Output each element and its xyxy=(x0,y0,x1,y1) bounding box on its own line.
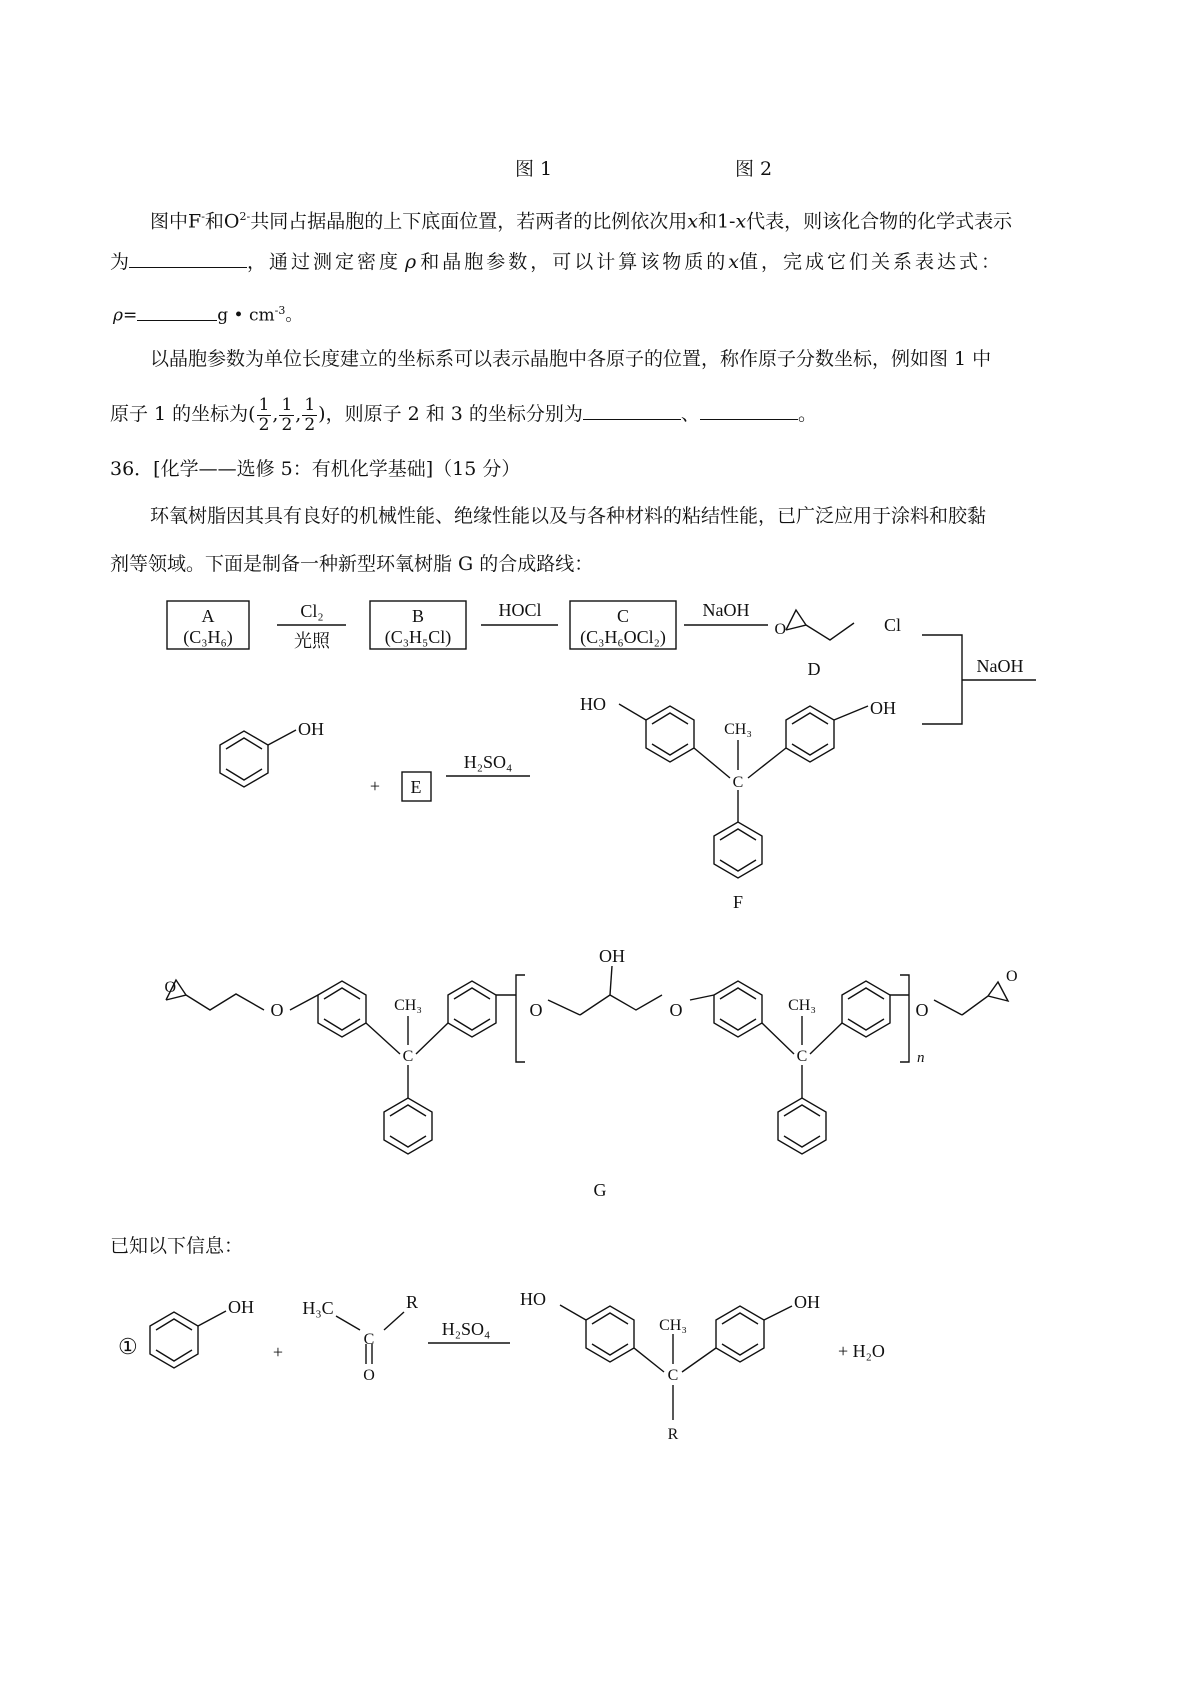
answer-blank-atom2[interactable] xyxy=(583,400,681,420)
f-c-label: C xyxy=(732,774,744,791)
g-ether-o-3: O xyxy=(669,1000,683,1020)
known-plus: + xyxy=(272,1342,284,1362)
fraction-one-half: $\frac{1}{2}$ xyxy=(281,394,293,435)
chloro-label: Cl xyxy=(884,615,902,635)
phenol-oh-label: OH xyxy=(298,719,324,739)
fraction-one-half: $\frac{1}{2}$ xyxy=(304,394,316,435)
g-c-2: C xyxy=(796,1048,808,1065)
compound-b-formula: (C₃H₅Cl) xyxy=(384,627,452,647)
known-product-ho: HO xyxy=(520,1289,546,1309)
known-h3c: H₃C xyxy=(302,1298,334,1318)
compound-d-label: D xyxy=(807,659,821,679)
epoxide-o-label: O xyxy=(774,621,786,638)
paragraph-coordinates-line2: 原子 1 的坐标为( $\frac{1}{2}$ , $\frac{1}{2}$ , $\frac{1}{2}$ )，则原子 2 和 3 的坐标分别为 、 。 xyxy=(110,394,817,435)
paragraph-epoxy-intro-line2: 剂等领域。下面是制备一种新型环氧树脂 G 的合成路线： xyxy=(110,553,594,575)
f-oh-label: OH xyxy=(870,698,896,718)
paragraph-epoxy-intro: 环氧树脂因其具有良好的机械性能、绝缘性能以及与各种材料的粘结性能，已广泛应用于涂料和胶黏 xyxy=(150,505,987,527)
compound-c-formula: (C₃H₆OCl₂) xyxy=(580,627,666,647)
answer-blank-formula[interactable] xyxy=(129,248,247,268)
f-ho-label: HO xyxy=(580,694,606,714)
question-36-title: 36．[化学——选修 5：有机化学基础]（15 分） xyxy=(110,458,521,480)
known-carbonyl-o: O xyxy=(363,1367,375,1384)
g-ether-o-2: O xyxy=(529,1000,543,1020)
answer-blank-atom3[interactable] xyxy=(700,400,798,420)
reaction-number: ① xyxy=(118,1334,138,1359)
reagent-naoh-2: NaOH xyxy=(976,656,1024,676)
figure-1-caption: 图 1 xyxy=(515,158,553,180)
g-oh-label: OH xyxy=(599,946,625,966)
g-c-1: C xyxy=(402,1048,414,1065)
compound-c-label: C xyxy=(616,606,630,626)
known-product-ch3: CH₃ xyxy=(659,1317,687,1334)
condition-light: 光照 xyxy=(294,631,330,651)
plus-sign: + xyxy=(369,776,381,796)
known-reaction-diagram xyxy=(0,1280,1200,1460)
known-r-ketone: R xyxy=(406,1292,419,1312)
paragraph-coordinates: 以晶胞参数为单位长度建立的坐标系可以表示晶胞中各原子的位置，称作原子分数坐标，例如图 1 中 xyxy=(150,348,992,370)
g-ch3-2: CH₃ xyxy=(788,997,816,1014)
reagent-hocl: HOCl xyxy=(498,600,542,620)
g-ether-o-4: O xyxy=(915,1000,929,1020)
known-h2so4: H₂SO₄ xyxy=(441,1319,491,1339)
known-product-oh: OH xyxy=(794,1292,820,1312)
reagent-cl2: Cl₂ xyxy=(300,601,324,621)
compound-a-label: A xyxy=(201,606,215,626)
known-product-r: R xyxy=(667,1426,679,1443)
g-epoxide-o-right: O xyxy=(1006,968,1018,985)
known-product-c: C xyxy=(667,1367,679,1384)
compound-b-label: B xyxy=(411,606,425,626)
paragraph-fluoride-oxide: 图中F-和$O^{2-}$共同占据晶胞的上下底面位置，若两者的比例依次用x和1-x代表，则该化合物的化学式表示 xyxy=(150,210,1013,233)
answer-blank-density[interactable] xyxy=(137,303,217,321)
known-phenol-oh: OH xyxy=(228,1297,254,1317)
reagent-naoh: NaOH xyxy=(702,600,750,620)
synthesis-route-diagram xyxy=(0,590,1200,1200)
fraction-one-half: $\frac{1}{2}$ xyxy=(258,394,270,435)
density-expression: ρ= g • $cm^{-3}$。 xyxy=(113,304,303,326)
known-plus-water: + H₂O xyxy=(838,1341,885,1361)
g-ch3-1: CH₃ xyxy=(394,997,422,1014)
reagent-h2so4: H₂SO₄ xyxy=(463,752,513,772)
g-repeat-n: n xyxy=(917,1050,925,1066)
g-ether-o-1: O xyxy=(270,1000,284,1020)
compound-f-label: F xyxy=(732,892,744,912)
known-info-title: 已知以下信息： xyxy=(110,1235,244,1257)
compound-g-label: G xyxy=(593,1180,607,1200)
compound-e-label: E xyxy=(410,777,422,797)
f-ch3-label: CH₃ xyxy=(724,721,752,738)
compound-a-formula: (C₃H₆) xyxy=(183,627,233,647)
known-carbonyl-c: C xyxy=(363,1331,375,1348)
paragraph-fluoride-oxide-line2: 为 ，通过测定密度 ρ 和晶胞参数，可以计算该物质的x值，完成它们关系表达式： xyxy=(110,248,1100,276)
figure-2-caption: 图 2 xyxy=(735,158,773,180)
g-epoxide-o-left: O xyxy=(164,979,176,996)
